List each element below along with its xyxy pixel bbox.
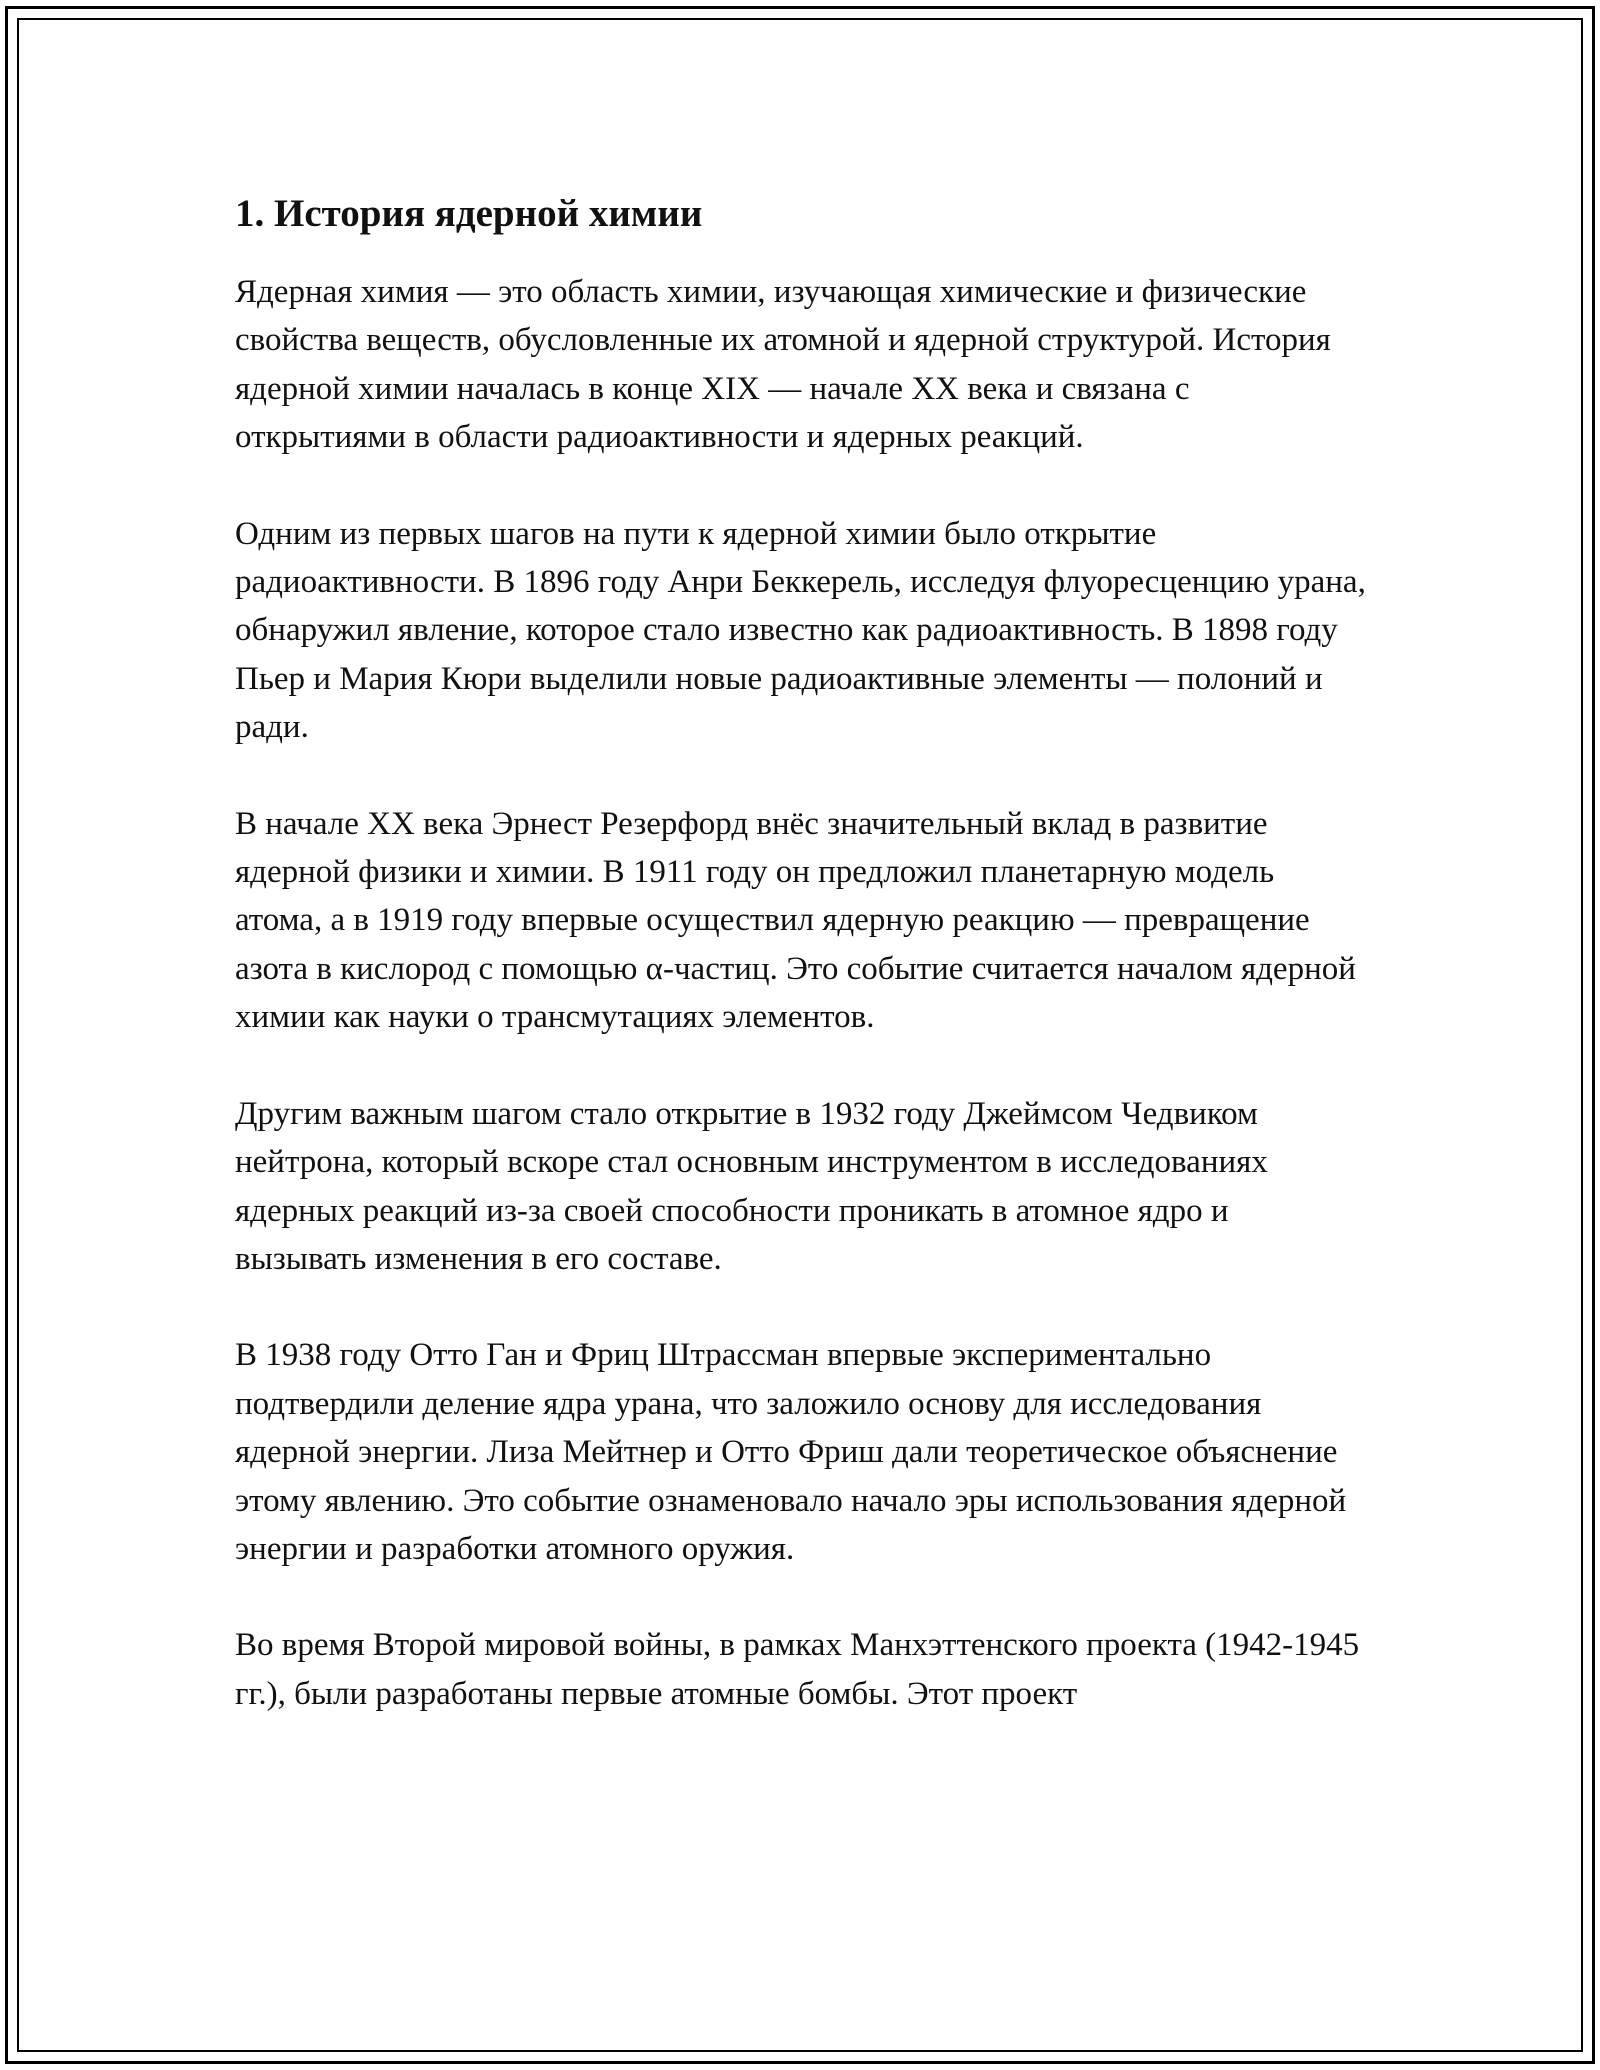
- paragraph-definition: Ядерная химия — это область химии, изучающая химические и физические свойства веществ, обусловленные их атомной и ядерной структурой. История ядерной химии началась в конце XIX — начале XX века и связана с открытиями в области радиоактивности и ядерных реакций.: [235, 274, 1331, 456]
- paragraph-neutron: Другим важным шагом стало открытие в 1932 году Джеймсом Чедвиком нейтрона, который вскоре стал основным инструментом в исследованиях ядерных реакций из-за своей способности проникать в атомное ядро и вызывать изменения в его составе.: [235, 1095, 1268, 1277]
- section-heading: 1. История ядерной химии: [235, 192, 703, 235]
- paragraph-radioactivity: Одним из первых шагов на пути к ядерной химии было открытие радиоактивности. В 1896 году Анри Беккерель, исследуя флуоресценцию урана, обнаружил явление, которое стало известно как радиоактивность. В 1898 году Пьер и Мария Кюри выделили новые радиоактивные элементы — полоний и ради.: [235, 515, 1366, 746]
- paragraph-fission: В 1938 году Отто Ган и Фриц Штрассман впервые экспериментально подтвердили деление ядра урана, что заложило основу для исследования ядерной энергии. Лиза Мейтнер и Отто Фриш дали теоретическое объяснение этому явлению. Это событие ознаменовало начало эры использования ядерной энергии и разработки атомного оружия.: [235, 1337, 1347, 1567]
- document-body: [235, 186, 1367, 1766]
- paragraph-manhattan-project: Во время Второй мировой войны, в рамках Манхэттенского проекта (1942-1945 гг.), были разработаны первые атомные бомбы. Этот проект: [235, 1627, 1360, 1712]
- paragraph-rutherford: В начале XX века Эрнест Резерфорд внёс значительный вклад в развитие ядерной физики и химии. В 1911 году он предложил планетарную модель атома, а в 1919 году впервые осуществил ядерную реакцию — превращение азота в кислород с помощью α-частиц. Это событие считается началом ядерной химии как науки о трансмутациях элементов.: [235, 805, 1356, 1036]
